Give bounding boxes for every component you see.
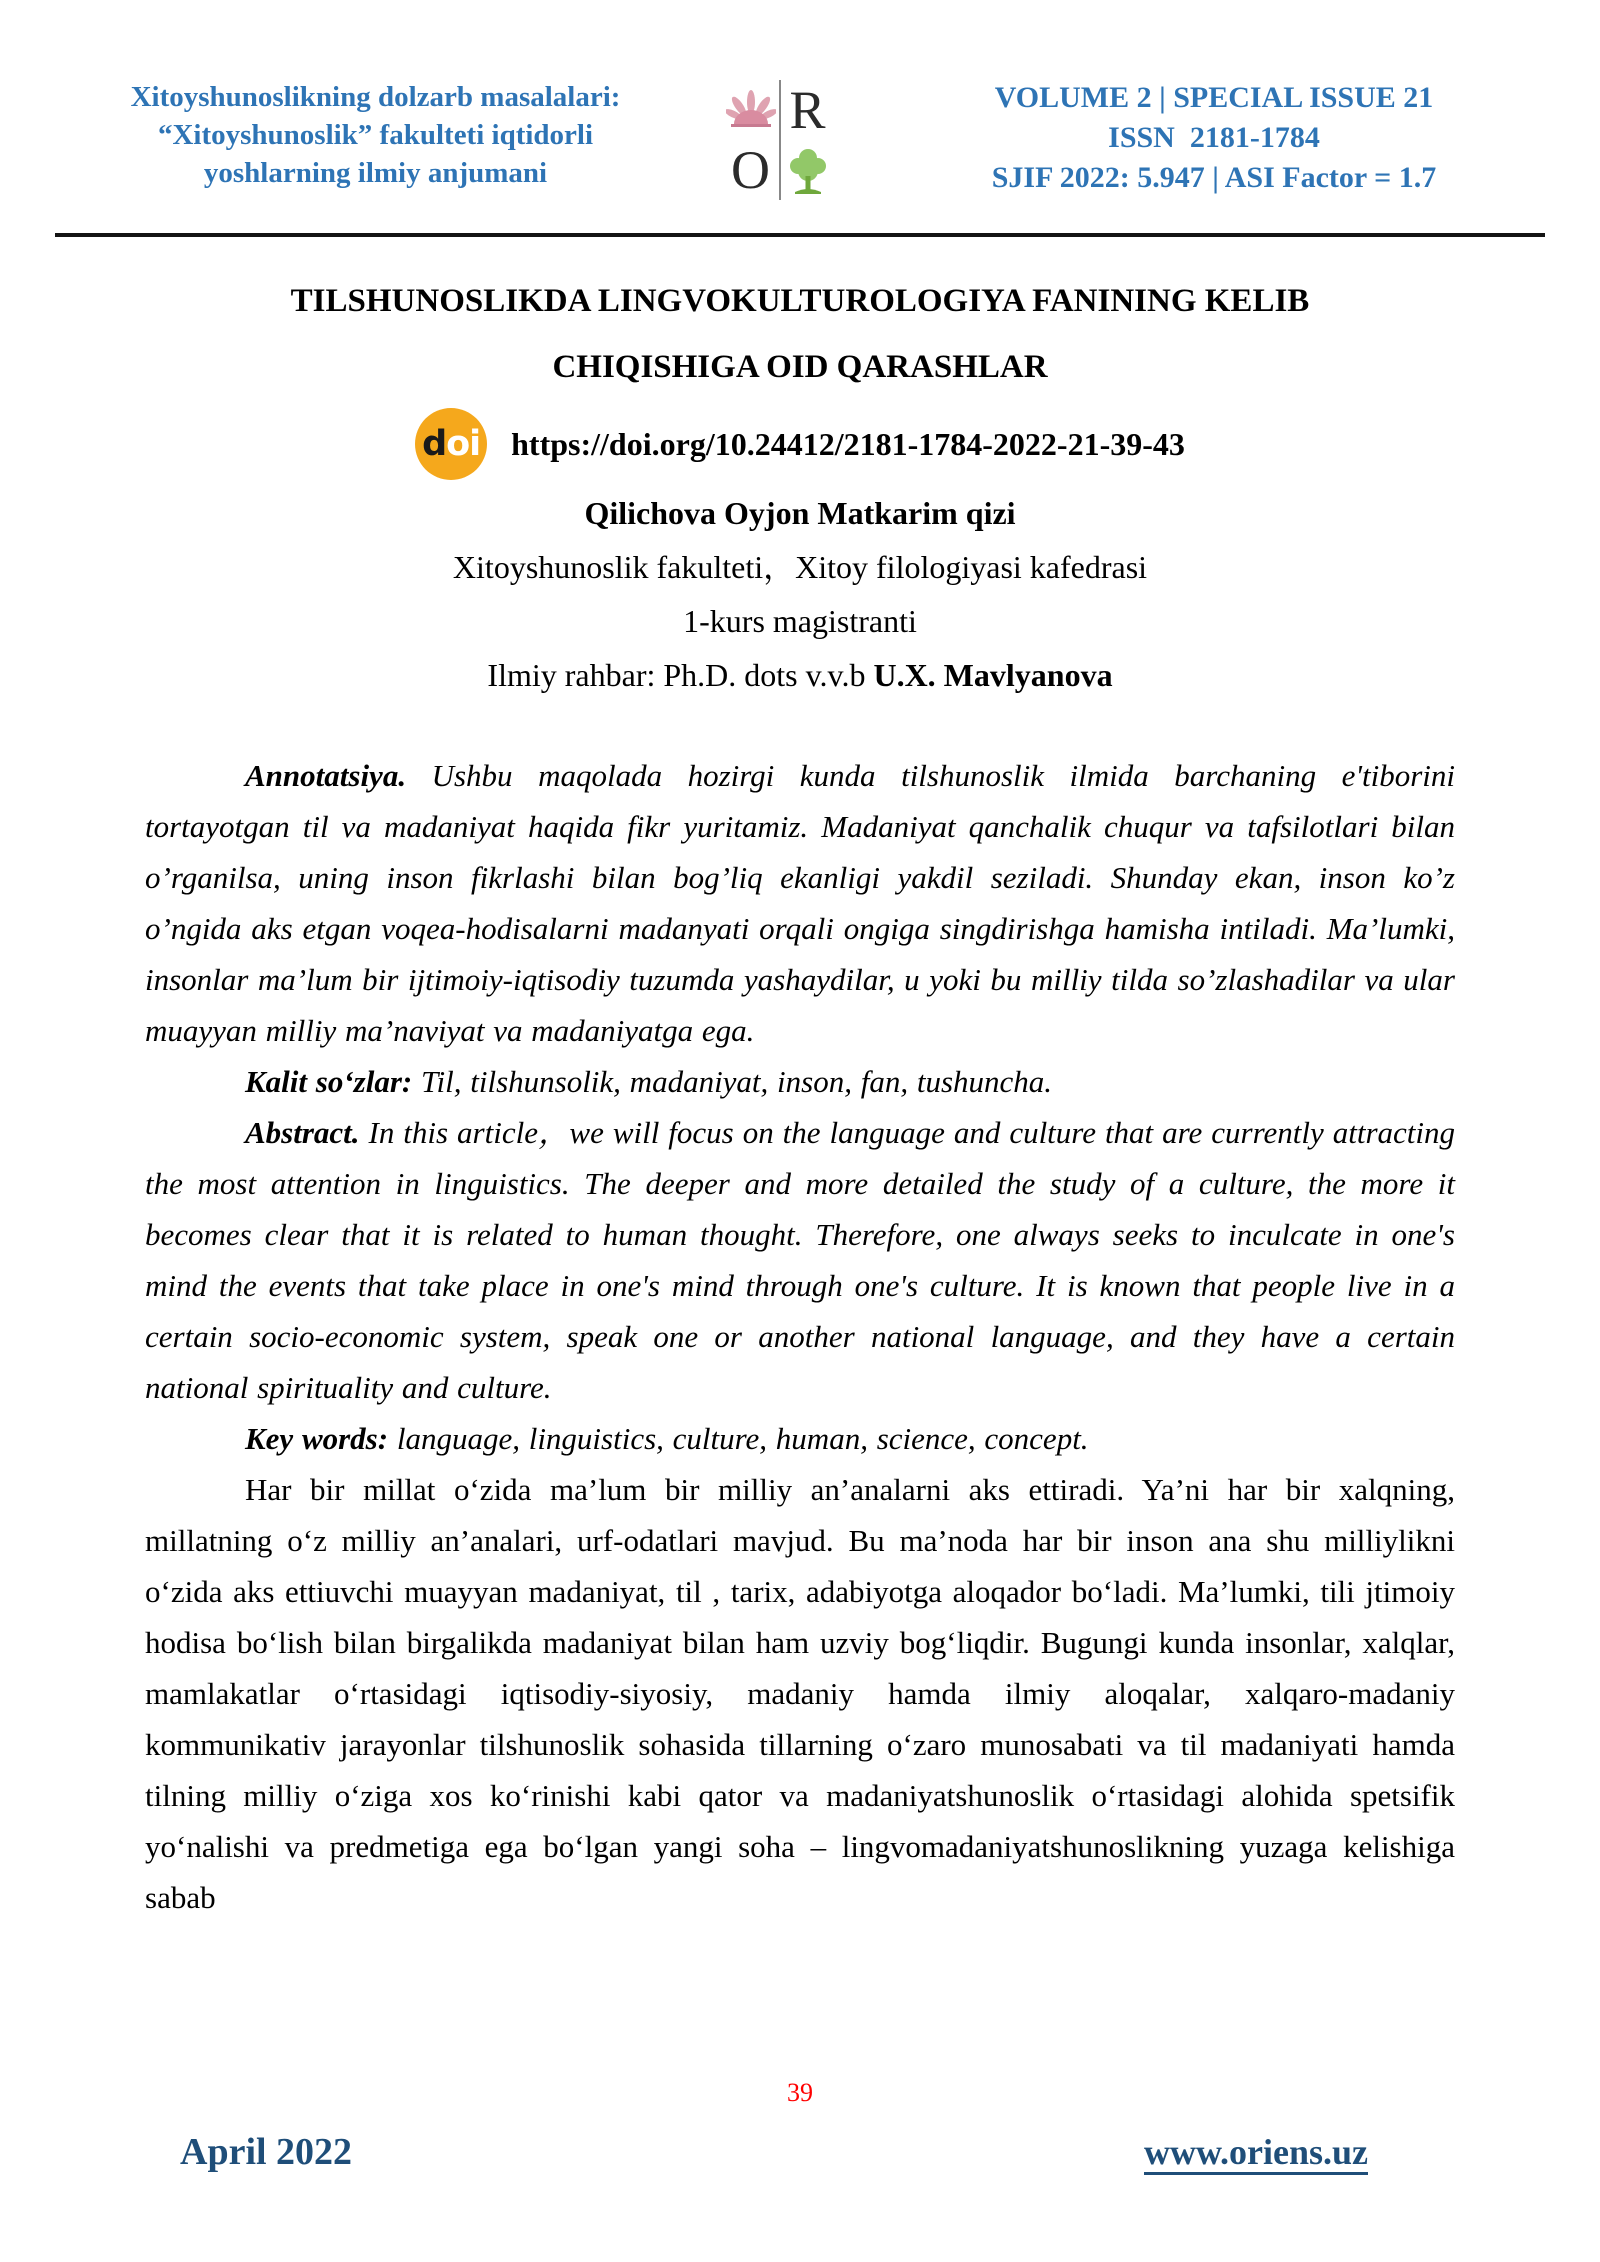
footer-date: April 2022	[180, 2131, 353, 2173]
footer-website-link[interactable]: www.oriens.uz	[1144, 2132, 1368, 2172]
page-number: 39	[787, 2078, 813, 2107]
keywords-en-text: language, linguistics, culture, human, science, concept.	[388, 1421, 1089, 1456]
keywords-uz-text: Til, tilshunsolik, madaniyat, inson, fan, tushuncha.	[412, 1064, 1053, 1099]
conference-title-line-3: yoshlarning ilmiy anjumani	[203, 157, 548, 189]
conference-title-line-1: Xitoyshunoslikning dolzarb masalalari:	[130, 81, 621, 113]
article-title	[145, 268, 1455, 400]
author-name: Qilichova Oyjon Matkarim qizi	[584, 495, 1016, 531]
flower-icon	[723, 80, 779, 140]
doi-icon: d oi	[415, 408, 487, 480]
supervisor-name: U.X. Mavlyanova	[873, 657, 1113, 693]
annotation-text: Ushbu maqolada hozirgi kunda tilshunoslik ilmida barchaning e'tiborini tortayotgan til va madaniyat haqida fikr yuritamiz. Madaniyat qanchalik chuqur va tafsilotlari bilan o’rganilsa, uning inson fikrlashi bilan bog’liq ekanligi yakdil seziladi. Shunday ekan, inson ko’z o’ngida aks etgan voqea-hodisalarni madanyati orqali ongiga singdirishga hamisha intiladi. Ma’lumki, insonlar ma’lum bir ijtimoiy-iqtisodiy tuzumda yashaydilar, u yoki bu milliy tilda so’zlashadilar va ular muayyan milliy ma’naviyat va madaniyatga ega.	[145, 758, 1455, 1048]
issue-info	[894, 78, 1534, 198]
annotation-paragraph	[145, 750, 1455, 1056]
supervisor-prefix: Ilmiy rahbar: Ph.D. dots v.v.b	[487, 657, 874, 693]
issue-factors: SJIF 2022: 5.947 | ASI Factor = 1.7	[991, 161, 1437, 194]
author-degree: 1-kurs magistranti	[683, 603, 917, 639]
logo-letter-o-cell	[723, 140, 779, 200]
issue-volume: VOLUME 2 | SPECIAL ISSUE 21	[994, 81, 1434, 114]
keywords-en-lead: Key words:	[245, 1421, 389, 1456]
supervisor-line	[145, 648, 1455, 702]
keywords-uz-lead: Kalit soʻzlar:	[245, 1064, 413, 1099]
keywords-uz-line	[145, 1056, 1455, 1107]
logo-letter-r-cell	[779, 80, 835, 140]
body-paragraph: Har bir millat oʻzida ma’lum bir milliy an’analarni aks ettiradi. Ya’ni har bir xalqning, millatning oʻz milliy an’analari, urf-odatlari mavjud. Bu ma’noda har bir inson ana shu milliylikni oʻzida aks ettiuvchi muayyan madaniyat, til , tarix, adabiyotga aloqador boʻladi. Ma’lumki, tili jtimoiy hodisa boʻlish bilan birgalikda madaniyat bilan ham uzviy bogʻliqdir. Bugungi kunda insonlar, xalqlar, mamlakatlar oʻrtasidagi iqtisodiy-siyosiy, madaniy hamda ilmiy aloqalar, xalqaro-madaniy kommunikativ jarayonlar tilshunoslik sohasida tillarning oʻzaro munosabati va til madaniyati hamda tilning milliy oʻziga xos koʻrinishi kabi qator va madaniyatshunoslik oʻrtasidagi alohida spetsifik yoʻnalishi va predmetiga ega boʻlgan yangi soha – lingvomadaniyatshunoslikning yuzaga kelishiga sabab	[145, 1472, 1455, 1915]
conference-title	[88, 78, 663, 192]
conference-title-line-2: “Xitoyshunoslik” fakulteti iqtidorli	[157, 119, 594, 151]
author-block	[145, 486, 1455, 702]
page-footer	[180, 2130, 1368, 2174]
doi-row	[145, 404, 1455, 484]
article	[145, 252, 1455, 1923]
logo-letter-r: R	[789, 80, 826, 140]
article-title-line-2: CHIQISHIGA OID QARASHLAR	[552, 349, 1048, 385]
keywords-en-line	[145, 1413, 1455, 1464]
abstract-text: In this article，we will focus on the language and culture that are currently attracting the most attention in linguistics. The deeper and more detailed the study of a culture, the more it becomes clear that it is related to human thought. Therefore, one always seeks to inculcate in one's mind the events that take place in one's mind through one's culture. It is known that people live in a certain socio-economic system, speak one or another national language, and they have a certain national spirituality and culture.	[145, 1115, 1455, 1405]
author-affiliation: Xitoyshunoslik fakulteti，Xitoy filologiyasi kafedrasi	[452, 549, 1148, 585]
journal-logo	[723, 80, 835, 200]
article-title-line-1: TILSHUNOSLIKDA LINGVOKULTUROLOGIYA FANINING KELIB	[290, 283, 1310, 319]
page-header	[88, 78, 1534, 200]
doi-link[interactable]: https://doi.org/10.24412/2181-1784-2022-21-39-43	[511, 425, 1185, 462]
logo-letter-o: O	[731, 140, 770, 200]
issue-issn: ISSN 2181-1784	[1108, 121, 1320, 154]
abstract-paragraph	[145, 1107, 1455, 1413]
abstract-lead: Abstract.	[245, 1115, 360, 1150]
header-divider	[55, 233, 1545, 237]
annotation-lead: Annotatsiya.	[245, 758, 407, 793]
tree-icon	[779, 140, 835, 200]
